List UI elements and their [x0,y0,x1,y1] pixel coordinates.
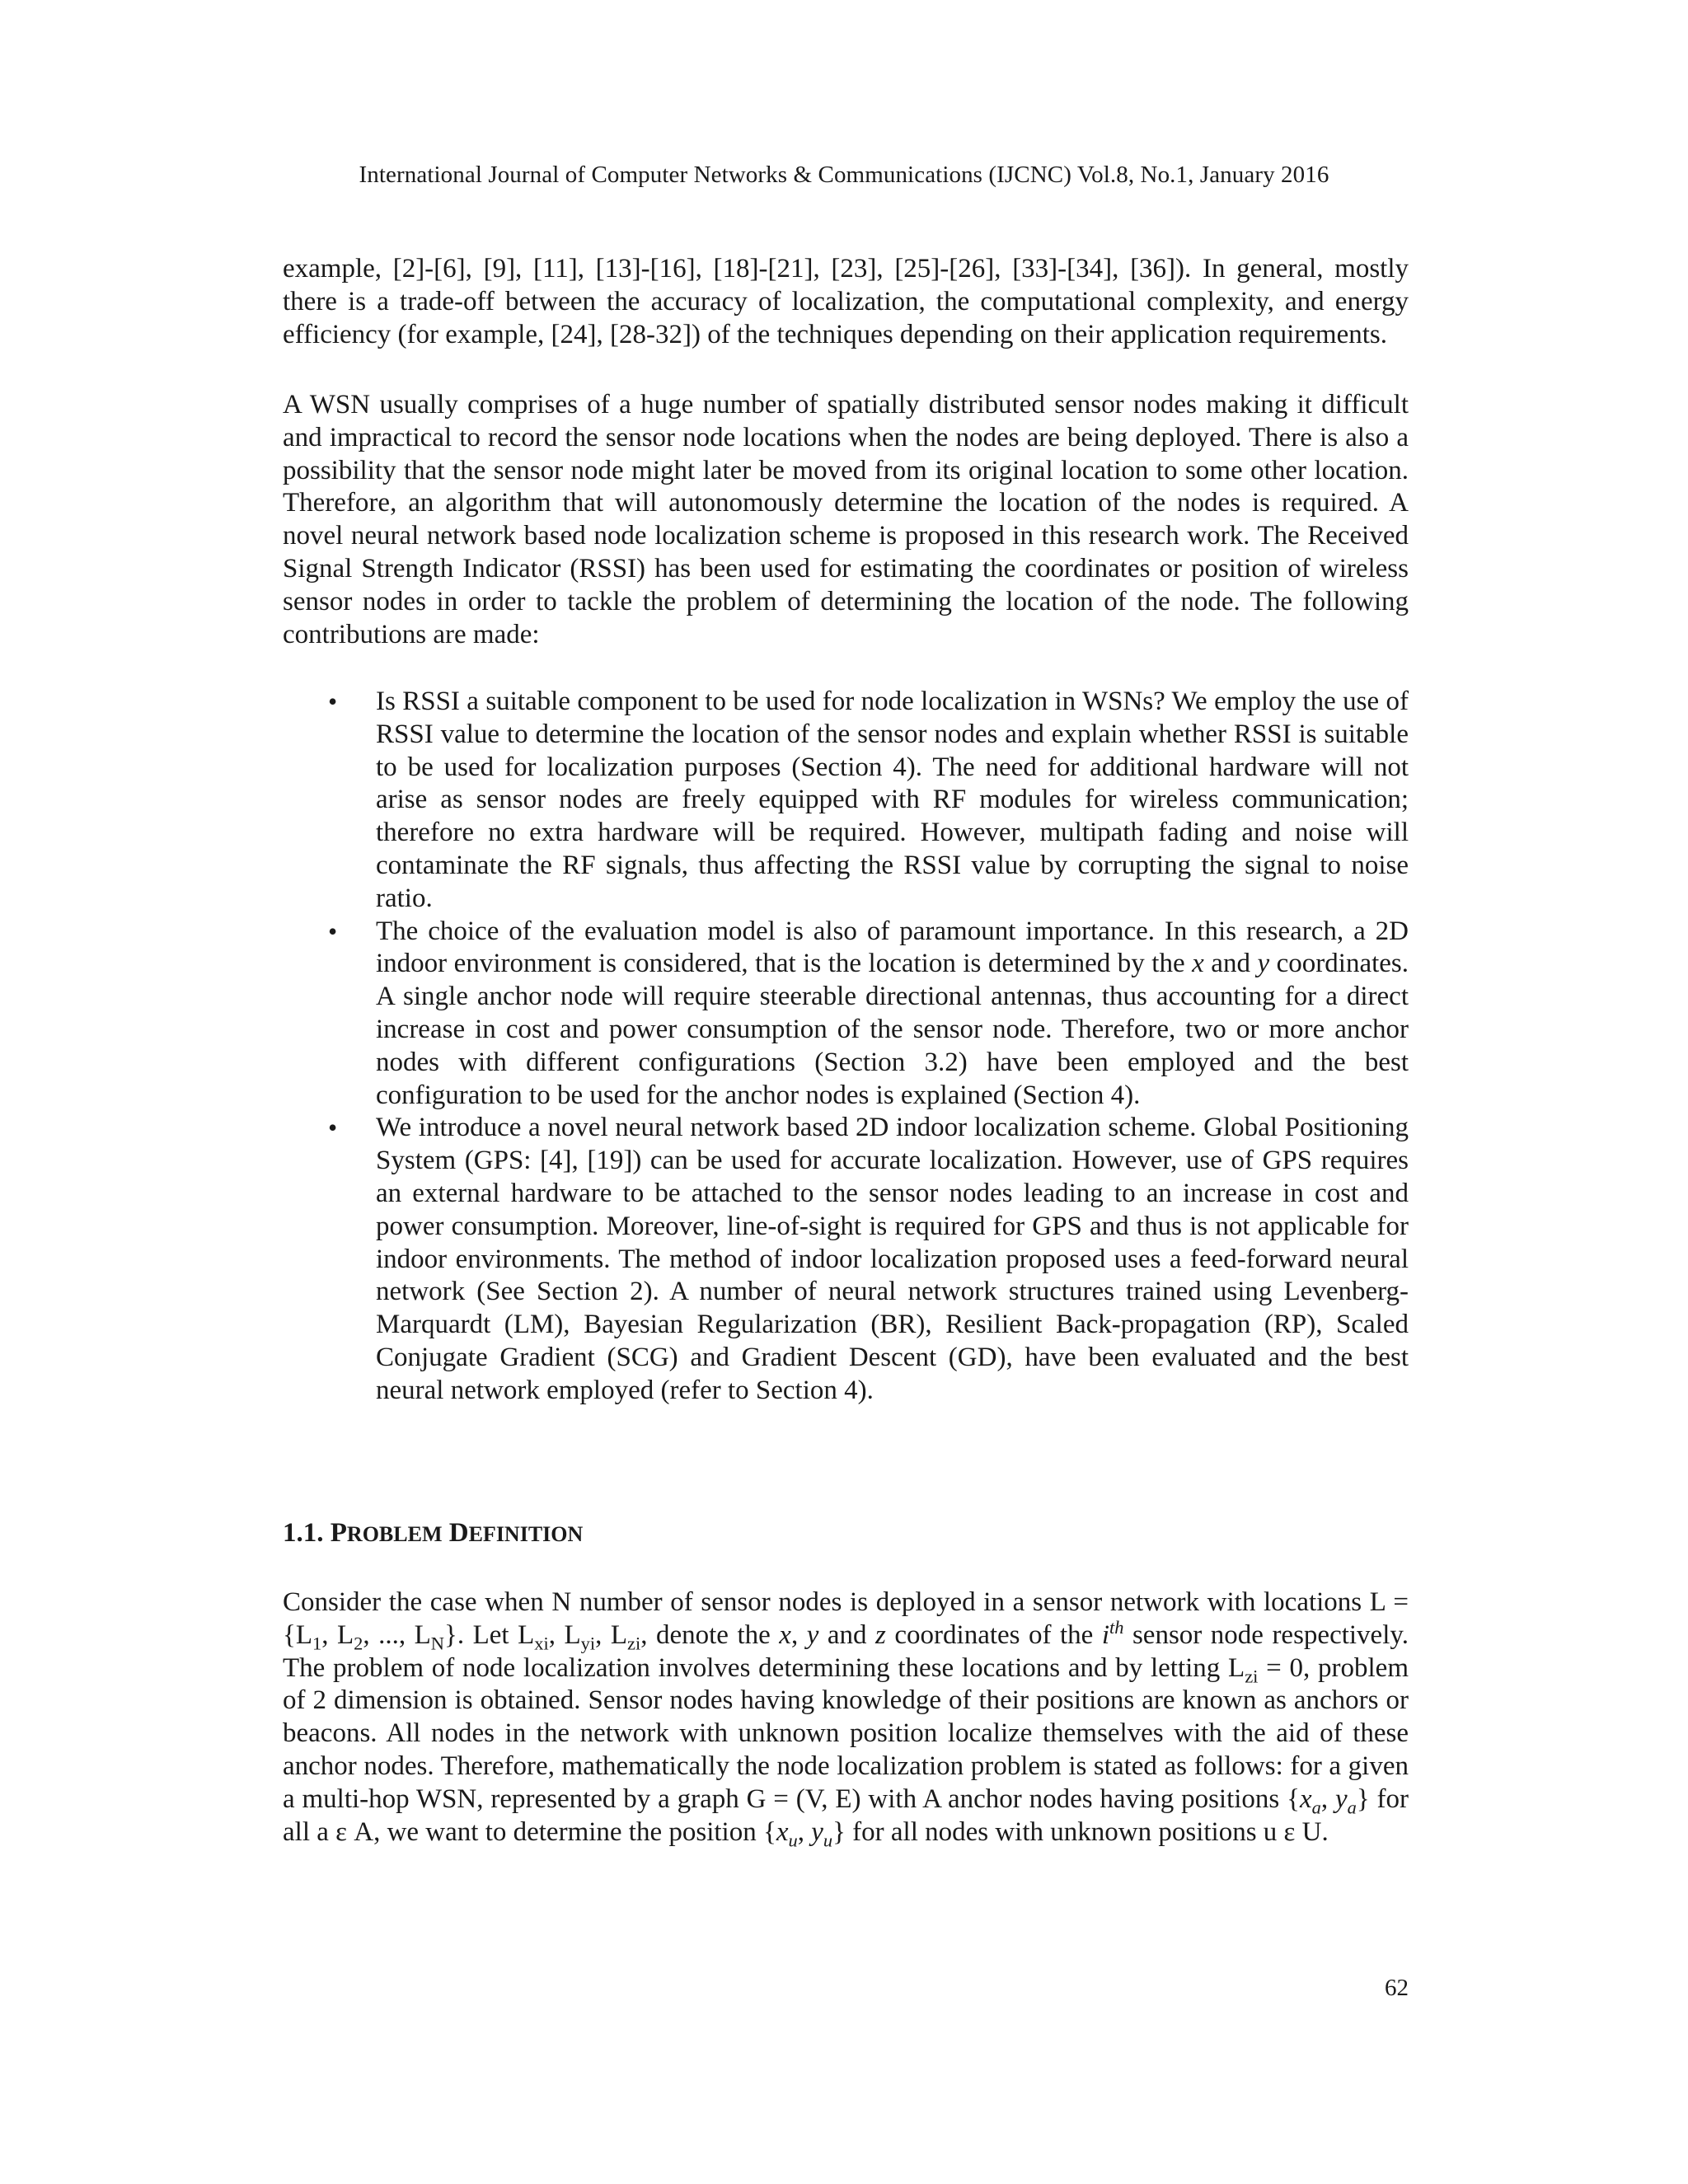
paragraph-intro-continuation: example, [2]-[6], [9], [11], [13]-[16], [18]-[21], [23], [25]-[26], [33]-[34], [36]). In general, mostly there is a trade-off between the accuracy of localization, the computational complexity, and energy efficiency (for example, [24], [28-32]) of the techniques depending on their application requirements. [283,254,1409,349]
bullet-icon: • [328,1113,338,1143]
list-item [283,1112,1409,1407]
list-item [283,916,1409,1113]
bullet-text-neural-network: We introduce a novel neural network based 2D indoor localization scheme. Global Positioning System (GPS: [4], [19]) can be used for accurate localization. However, use of GPS requires an external hardware to be attached to the sensor nodes leading to an increase in cost and power consumption. Moreover, line-of-sight is required for GPS and thus is not applicable for indoor environments. The method of indoor localization proposed uses a feed-forward neural network (See Section 2). A number of neural network structures trained using Levenberg-Marquardt (LM), Bayesian Regularization (BR), Resilient Back-propagation (RP), Scaled Conjugate Gradient (SCG) and Gradient Descent (GD), have been evaluated and the best neural network employed (refer to Section 4). [376,1113,1409,1405]
bullet-icon: • [328,687,338,716]
bullet-icon: • [328,916,338,946]
running-header: International Journal of Computer Networks & Communications (IJCNC) Vol.8, No.1, January 2016 [359,162,1329,188]
paragraph-wsn-overview: A WSN usually comprises of a huge number of spatially distributed sensor nodes making it difficult and impractical to record the sensor node locations when the nodes are being deployed. There is also a possibility that the sensor node might later be moved from its original location to some other location. Therefore, an algorithm that will autonomously determine the location of the nodes is required. A novel neural network based node localization scheme is proposed in this research work. The Received Signal Strength Indicator (RSSI) has been used for estimating the coordinates or position of wireless sensor nodes in order to tackle the problem of determining the location of the node. The following contributions are made: [283,390,1409,649]
bullet-text-evaluation-model: The choice of the evaluation model is also of paramount importance. In this research, a 2D indoor environment is considered, that is the location is determined by the x and y coordinates. A single anchor node will require steerable directional antennas, thus accounting for a direct increase in cost and power consumption of the sensor node. Therefore, two or more anchor nodes with different configurations (Section 3.2) have been employed and the best configuration to be used for the anchor nodes is explained (Section 4). [376,916,1409,1110]
list-item [283,686,1409,916]
page-number: 62 [1385,1975,1409,2001]
paragraph-problem-definition: Consider the case when N number of sensor nodes is deployed in a sensor network with locations $L = \{L_1$, $L_2$, ..., $L_N$}. Let $L_{xi}$, $L_{yi}$, $L_{zi}$, denote the x, y and z coordinates of the $i^{th}$ sensor node respectively. The problem of node localization involves determining these locations and by letting $L_{zi} = 0$, problem of 2 dimension is obtained. Sensor nodes having knowledge of their positions are known as anchors or beacons. All nodes in the network with unknown position localize themselves with the aid of these anchor nodes. Therefore, mathematically the node localization problem is stated as follows: for a given a multi-hop WSN, represented by a graph G = (V, E) with A anchor nodes having positions {$x_a$, $y_a$} for all a ε A, we want to determine the position {$x_u$, $y_u$} for all nodes with unknown positions u ε U. [283,1587,1409,1851]
contributions-list [283,686,1409,1408]
bullet-text-rssi: Is RSSI a suitable component to be used for node localization in WSNs? We employ the use of RSSI value to determine the location of the sensor nodes and explain whether RSSI is suitable to be used for localization purposes (Section 4). The need for additional hardware will not arise as sensor nodes are freely equipped with RF modules for wireless communication; therefore no extra hardware will be required. However, multipath fading and noise will contaminate the RF signals, thus affecting the RSSI value by corrupting the signal to noise ratio. [376,687,1409,913]
section-heading: 1.1. PROBLEM DEFINITION [283,1518,584,1548]
